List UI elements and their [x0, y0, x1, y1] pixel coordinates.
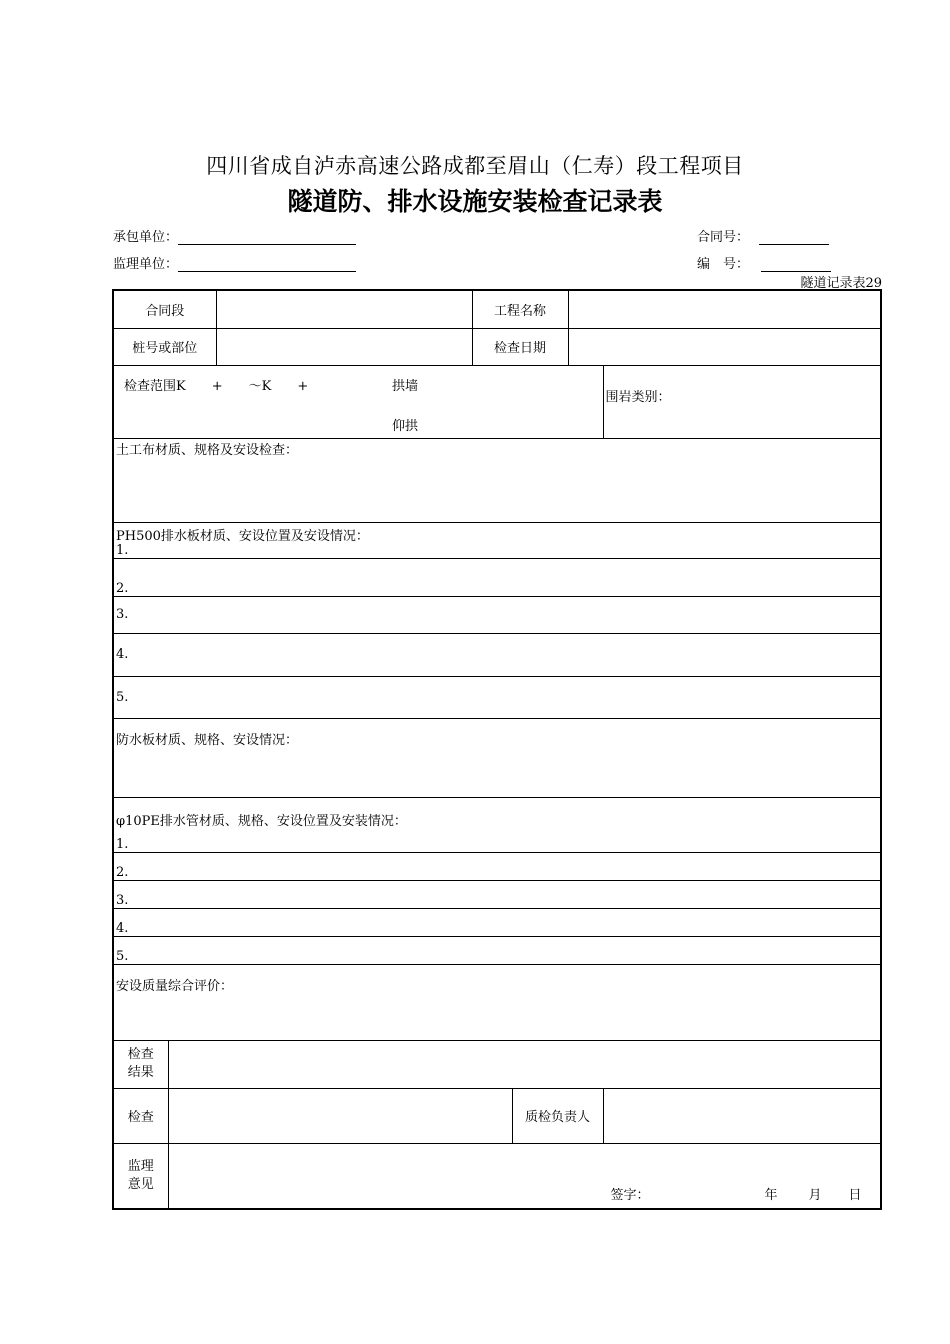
qc-label: 质检负责人	[512, 1088, 603, 1143]
check-range-label: 检查范围K + ～K +	[124, 379, 309, 394]
drain-pipe-item-5[interactable]: 5.	[113, 936, 881, 964]
result-label-cell	[113, 1040, 168, 1088]
result-label-1: 检查	[127, 1047, 154, 1062]
rock-class-label: 围岩类别：	[605, 389, 671, 405]
drain-pipe-item-1[interactable]	[113, 797, 881, 852]
day-label: 日	[848, 1188, 862, 1203]
drain-pipe-number-1: 1.	[116, 836, 129, 852]
contract-section-value[interactable]	[216, 290, 472, 328]
contractor-field[interactable]	[178, 230, 356, 245]
drain-pipe-label: φ10PE排水管材质、规格、安设位置及安装情况：	[116, 813, 407, 829]
month-label: 月	[808, 1188, 822, 1203]
check-range-cell[interactable]	[113, 365, 603, 438]
supervisor-label: 监理单位：	[113, 257, 179, 272]
drain-board-item-3[interactable]: 3.	[113, 596, 881, 633]
serial-no-label: 编 号：	[697, 257, 750, 272]
check-date-value[interactable]	[568, 328, 881, 365]
station-value[interactable]	[216, 328, 472, 365]
rock-class-cell[interactable]	[603, 365, 881, 438]
check-range-spacer	[116, 400, 392, 434]
project-name-label: 工程名称	[472, 290, 568, 328]
form-title: 隧道防、排水设施安装检查记录表	[287, 187, 663, 216]
drain-board-item-5[interactable]: 5.	[113, 676, 881, 718]
geotextile-cell[interactable]	[113, 438, 881, 522]
supervisor-row	[113, 253, 356, 272]
drain-pipe-item-4[interactable]: 4.	[113, 908, 881, 936]
contractor-label: 承包单位：	[113, 230, 179, 245]
waterproof-label: 防水板材质、规格、安设情况：	[116, 732, 299, 748]
opinion-label-1: 监理	[127, 1158, 154, 1174]
supervisor-field[interactable]	[178, 257, 356, 272]
check-date-label: 检查日期	[472, 328, 568, 365]
drain-board-item-1[interactable]	[113, 522, 881, 558]
form-code: 隧道记录表29	[800, 276, 882, 291]
arch-wall-label: 拱墙	[392, 379, 419, 394]
drain-pipe-item-2[interactable]: 2.	[113, 852, 881, 880]
result-label-2: 结果	[127, 1065, 154, 1080]
serial-no-row	[697, 253, 831, 272]
contract-no-row	[697, 226, 829, 245]
geotextile-label: 土工布材质、规格及安设检查：	[116, 442, 299, 458]
signature-line	[171, 1184, 879, 1202]
opinion-label-cell	[113, 1143, 168, 1209]
sign-label: 签字：	[610, 1188, 650, 1203]
contractor-row	[113, 226, 356, 245]
qc-value[interactable]	[603, 1088, 881, 1143]
drain-board-item-4[interactable]: 4.	[113, 633, 881, 676]
drain-pipe-item-3[interactable]: 3.	[113, 880, 881, 908]
invert-label: 仰拱	[392, 418, 419, 434]
inspection-table	[112, 289, 882, 1210]
check-range-layout	[116, 370, 601, 434]
year-label: 年	[764, 1188, 778, 1203]
project-title: 四川省成自泸赤高速公路成都至眉山（仁寿）段工程项目	[206, 154, 744, 178]
waterproof-cell[interactable]	[113, 718, 881, 797]
evaluation-cell[interactable]	[113, 964, 881, 1040]
opinion-label-2: 意见	[127, 1176, 154, 1192]
serial-no-field[interactable]	[761, 257, 831, 272]
station-label: 桩号或部位	[113, 328, 216, 365]
project-name-value[interactable]	[568, 290, 881, 328]
drain-board-item-2[interactable]: 2.	[113, 558, 881, 596]
inspector-value[interactable]	[168, 1088, 512, 1143]
inspector-label: 检查	[113, 1088, 168, 1143]
drain-board-label: PH500排水板材质、安设位置及安设情况：	[116, 528, 369, 544]
drain-board-number-1: 1.	[116, 542, 129, 558]
contract-no-label: 合同号：	[697, 230, 750, 245]
result-value[interactable]	[168, 1040, 881, 1088]
evaluation-label: 安设质量综合评价：	[116, 978, 234, 994]
contract-section-label: 合同段	[113, 290, 216, 328]
contract-no-field[interactable]	[759, 230, 829, 245]
opinion-value[interactable]	[168, 1143, 881, 1209]
